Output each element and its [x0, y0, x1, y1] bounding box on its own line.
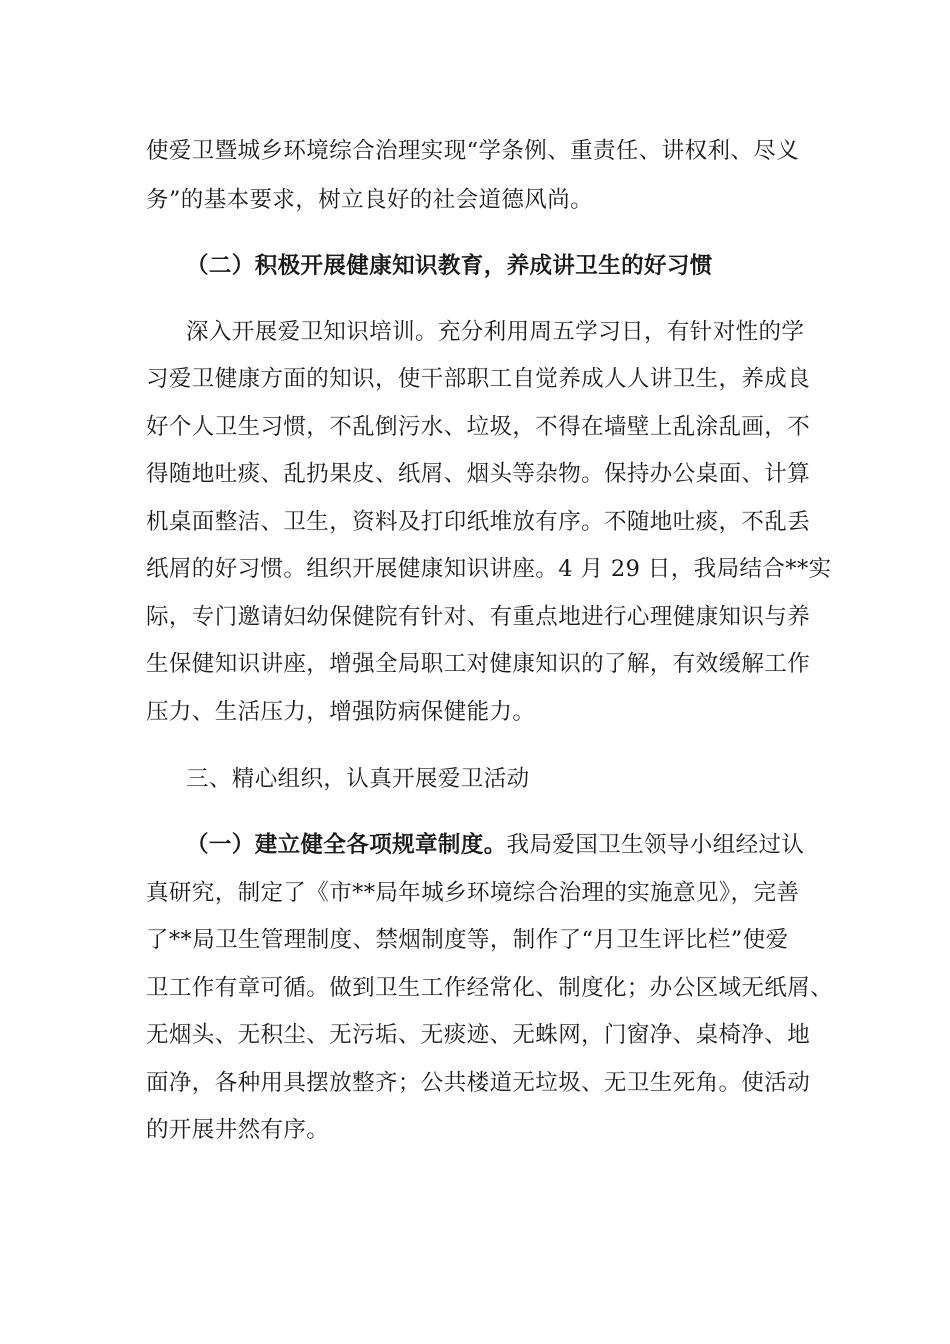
paragraph-line: 务”的基本要求，树立良好的社会道德风尚。: [146, 187, 594, 213]
paragraph-line: 好个人卫生习惯，不乱倒污水、垃圾，不得在墙壁上乱涂乱画，不: [146, 414, 811, 440]
paragraph-line: 习爱卫健康方面的知识，使干部职工自觉养成人人讲卫生，养成良: [146, 366, 811, 392]
paragraph-line: 际，专门邀请妇幼保健院有针对、有重点地进行心理健康知识与养: [146, 604, 811, 630]
subsection-heading: （一）建立健全各项规章制度。: [186, 832, 507, 858]
section-heading: 三、精心组织，认真开展爱卫活动: [186, 766, 530, 792]
paragraph-line: 压力、生活压力，增强防病保健能力。: [146, 699, 536, 725]
paragraph-line: 的开展井然有序。: [146, 1117, 330, 1143]
section-heading: （二）积极开展健康知识教育，养成讲卫生的好习惯: [186, 253, 713, 279]
paragraph-line: 生保健知识讲座，增强全局职工对健康知识的了解，有效缓解工作: [146, 651, 811, 677]
paragraph-line: 得随地吐痰、乱扔果皮、纸屑、烟头等杂物。保持办公桌面、计算: [146, 461, 811, 487]
paragraph-line: 纸屑的好习惯。组织开展健康知识讲座。4 月 29 日，我局结合**实: [146, 556, 832, 582]
paragraph-line: 机桌面整洁、卫生，资料及打印纸堆放有序。不随地吐痰，不乱丢: [146, 509, 811, 535]
paragraph-line: 深入开展爱卫知识培训。充分利用周五学习日，有针对性的学: [186, 319, 805, 345]
paragraph-line: 无烟头、无积尘、无污垢、无痰迹、无蛛网，门窗净、桌椅净、地: [146, 1022, 811, 1048]
paragraph-line: 面净，各种用具摆放整齐；公共楼道无垃圾、无卫生死角。使活动: [146, 1070, 811, 1096]
paragraph-line: 真研究，制定了《市**局年城乡环境综合治理的实施意见》，完善: [146, 880, 800, 906]
paragraph-text: 我局爱国卫生领导小组经过认: [506, 832, 805, 858]
paragraph-line: 了**局卫生管理制度、禁烟制度等，制作了“月卫生评比栏”使爱: [146, 927, 789, 953]
paragraph-line: [186, 830, 804, 860]
paragraph-line: 卫工作有章可循。做到卫生工作经常化、制度化；办公区域无纸屑、: [146, 975, 834, 1001]
paragraph-line: 使爱卫暨城乡环境综合治理实现“学条例、重责任、讲权利、尽义: [146, 138, 800, 164]
